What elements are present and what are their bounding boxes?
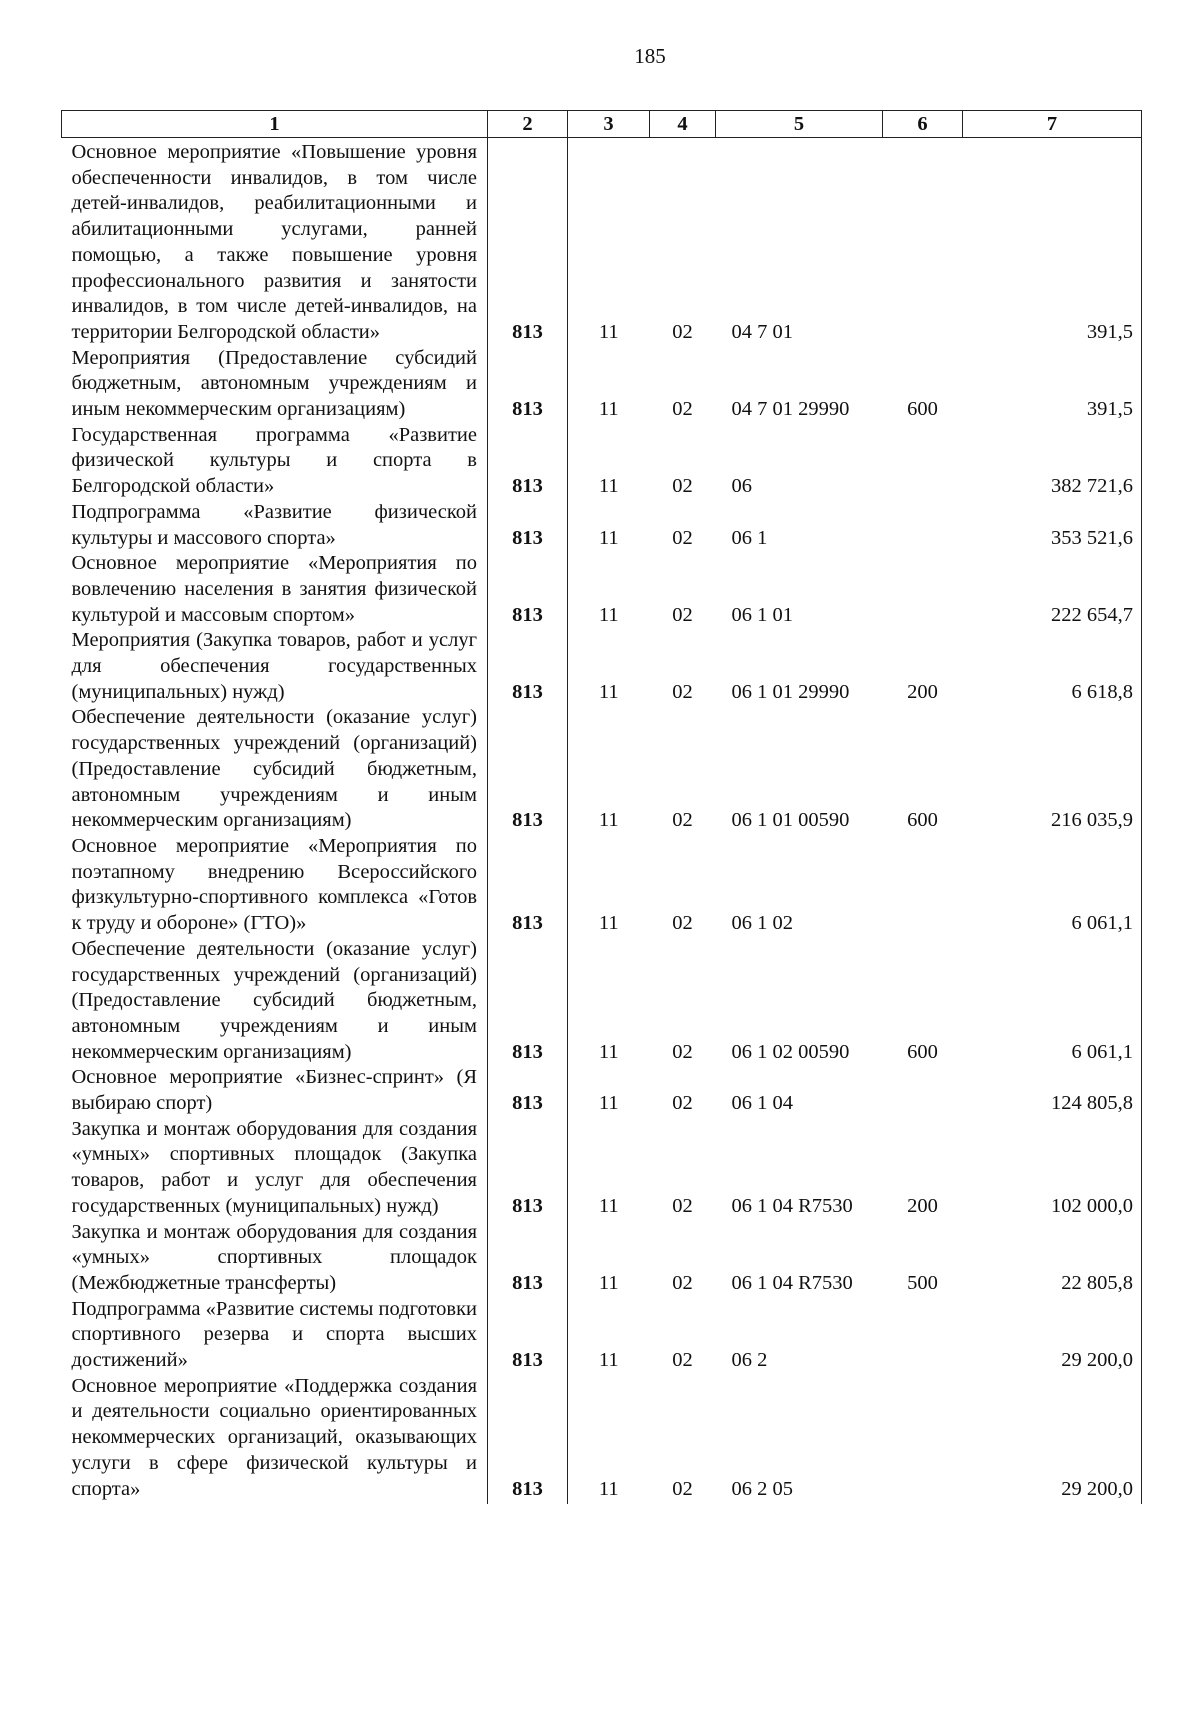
target-article-cell: 06 2 <box>731 1349 768 1372</box>
amount-cell: 391,5 <box>963 138 1142 346</box>
column-header: 5 <box>716 111 883 138</box>
amount-cell: 6 061,1 <box>963 834 1142 937</box>
row-name-cell: Основное мероприятие «Мероприятия по поэтапному внедрению Всероссийского физкультурно-спортивного комплекса «Готов к труду и обороне» (ГТО)» <box>62 834 488 937</box>
column-header: 3 <box>568 111 650 138</box>
amount-cell: 6 061,1 <box>963 937 1142 1066</box>
target-article-cell: 04 7 01 29990 <box>731 398 850 421</box>
target-article-cell: 06 1 01 00590 <box>731 809 850 832</box>
row-name-cell: Мероприятия (Предоставление субсидий бюджетным, автономным учреждениям и иным некоммерческим организациям) <box>62 346 488 423</box>
amount-cell: 216 035,9 <box>963 705 1142 834</box>
admin-code-cell: 813 <box>488 1117 568 1220</box>
amount-cell: 102 000,0 <box>963 1117 1142 1220</box>
target-article-cell: 06 1 <box>731 526 768 549</box>
row-name-cell: Основное мероприятие «Повышение уровня обеспеченности инвалидов, в том числе детей-инвалидов, реабилитационными и абилитационными услугами, ранней помощью, а также повышение уровня профессионального развития и занятости инвалидов, в том числе детей-инвалидов, на территории Белгородской области» <box>62 138 488 346</box>
table-row <box>62 705 1142 834</box>
expense-type-cell <box>883 138 963 346</box>
target-article-cell: 06 1 01 29990 <box>731 680 850 703</box>
admin-code-cell: 813 <box>488 423 568 500</box>
table-row <box>62 834 1142 937</box>
section-cell: 11 <box>598 1271 619 1294</box>
table-row <box>62 1297 1142 1374</box>
table-row <box>62 138 1142 346</box>
amount-cell: 29 200,0 <box>963 1374 1142 1505</box>
subsection-cell: 02 <box>672 526 693 549</box>
amount-cell: 222 654,7 <box>963 551 1142 628</box>
expense-type-cell <box>883 1065 963 1116</box>
section-cell: 11 <box>598 680 619 703</box>
target-article-cell: 06 1 04 <box>731 1092 793 1115</box>
row-name-cell: Подпрограмма «Развитие системы подготовки спортивного резерва и спорта высших достижений» <box>62 1297 488 1374</box>
expense-type-cell <box>883 500 963 551</box>
section-cell: 11 <box>598 1092 619 1115</box>
subsection-cell: 02 <box>672 1349 693 1372</box>
section-cell: 11 <box>598 809 619 832</box>
expense-type-cell <box>883 1374 963 1505</box>
expense-type-cell: 600 <box>907 1040 938 1063</box>
section-cell: 11 <box>598 1194 619 1217</box>
admin-code-cell: 813 <box>488 1297 568 1374</box>
expense-type-cell: 600 <box>907 809 938 832</box>
expense-type-cell <box>883 423 963 500</box>
table-row <box>62 500 1142 551</box>
target-article-cell: 04 7 01 <box>731 320 793 343</box>
amount-cell: 6 618,8 <box>963 628 1142 705</box>
subsection-cell: 02 <box>672 320 693 343</box>
admin-code-cell: 813 <box>488 705 568 834</box>
expense-type-cell: 600 <box>907 398 938 421</box>
section-cell: 11 <box>598 912 619 935</box>
table-row <box>62 1065 1142 1116</box>
section-cell: 11 <box>598 526 619 549</box>
row-name-cell: Основное мероприятие «Поддержка создания и деятельности социально ориентированных некоммерческих организаций, оказывающих услуги в сфере физической культуры и спорта» <box>62 1374 488 1505</box>
expense-type-cell <box>883 834 963 937</box>
column-header: 7 <box>963 111 1142 138</box>
row-name-cell: Государственная программа «Развитие физической культуры и спорта в Белгородской области» <box>62 423 488 500</box>
table-header-row <box>62 111 1142 138</box>
row-name-cell: Основное мероприятие «Мероприятия по вовлечению населения в занятия физической культурой и массовым спортом» <box>62 551 488 628</box>
row-name-cell: Обеспечение деятельности (оказание услуг) государственных учреждений (организаций) (Предоставление субсидий бюджетным, автономным учреждениям и иным некоммерческим организациям) <box>62 937 488 1066</box>
admin-code-cell: 813 <box>488 346 568 423</box>
admin-code-cell: 813 <box>488 628 568 705</box>
amount-cell: 29 200,0 <box>963 1297 1142 1374</box>
table-row <box>62 551 1142 628</box>
expense-type-cell <box>883 1297 963 1374</box>
section-cell: 11 <box>598 1349 619 1372</box>
amount-cell: 382 721,6 <box>963 423 1142 500</box>
admin-code-cell: 813 <box>488 1065 568 1116</box>
target-article-cell: 06 2 05 <box>731 1477 793 1500</box>
target-article-cell: 06 1 04 R7530 <box>731 1194 853 1217</box>
admin-code-cell: 813 <box>488 138 568 346</box>
row-name-cell: Мероприятия (Закупка товаров, работ и услуг для обеспечения государственных (муниципальных) нужд) <box>62 628 488 705</box>
target-article-cell: 06 1 02 <box>731 912 793 935</box>
column-header: 2 <box>488 111 568 138</box>
row-name-cell: Подпрограмма «Развитие физической культуры и массового спорта» <box>62 500 488 551</box>
subsection-cell: 02 <box>672 1092 693 1115</box>
subsection-cell: 02 <box>672 475 693 498</box>
section-cell: 11 <box>598 1477 619 1500</box>
section-cell: 11 <box>598 320 619 343</box>
expense-type-cell: 200 <box>907 680 938 703</box>
table-row <box>62 937 1142 1066</box>
subsection-cell: 02 <box>672 912 693 935</box>
expense-type-cell: 200 <box>907 1194 938 1217</box>
admin-code-cell: 813 <box>488 551 568 628</box>
table-row <box>62 346 1142 423</box>
amount-cell: 391,5 <box>963 346 1142 423</box>
admin-code-cell: 813 <box>488 834 568 937</box>
column-header: 6 <box>883 111 963 138</box>
section-cell: 11 <box>598 1040 619 1063</box>
target-article-cell: 06 1 02 00590 <box>731 1040 850 1063</box>
table-row <box>62 1117 1142 1220</box>
table-row <box>62 1374 1142 1505</box>
row-name-cell: Закупка и монтаж оборудования для создания «умных» спортивных площадок (Межбюджетные трансферты) <box>62 1220 488 1297</box>
target-article-cell: 06 1 04 R7530 <box>731 1271 853 1294</box>
subsection-cell: 02 <box>672 603 693 626</box>
admin-code-cell: 813 <box>488 937 568 1066</box>
table-row <box>62 1220 1142 1297</box>
expense-type-cell: 500 <box>907 1271 938 1294</box>
expense-type-cell <box>883 551 963 628</box>
amount-cell: 22 805,8 <box>963 1220 1142 1297</box>
budget-table <box>61 110 1142 1504</box>
admin-code-cell: 813 <box>488 500 568 551</box>
admin-code-cell: 813 <box>488 1220 568 1297</box>
subsection-cell: 02 <box>672 398 693 421</box>
row-name-cell: Закупка и монтаж оборудования для создания «умных» спортивных площадок (Закупка товаров, работ и услуг для обеспечения государственных (муниципальных) нужд) <box>62 1117 488 1220</box>
row-name-cell: Основное мероприятие «Бизнес-спринт» (Я выбираю спорт) <box>62 1065 488 1116</box>
subsection-cell: 02 <box>672 809 693 832</box>
subsection-cell: 02 <box>672 680 693 703</box>
page-number: 185 <box>634 44 666 68</box>
amount-cell: 124 805,8 <box>963 1065 1142 1116</box>
section-cell: 11 <box>598 398 619 421</box>
subsection-cell: 02 <box>672 1040 693 1063</box>
admin-code-cell: 813 <box>488 1374 568 1505</box>
table-row <box>62 423 1142 500</box>
target-article-cell: 06 1 01 <box>731 603 793 626</box>
subsection-cell: 02 <box>672 1194 693 1217</box>
section-cell: 11 <box>598 475 619 498</box>
row-name-cell: Обеспечение деятельности (оказание услуг) государственных учреждений (организаций) (Предоставление субсидий бюджетным, автономным учреждениям и иным некоммерческим организациям) <box>62 705 488 834</box>
column-header: 1 <box>62 111 488 138</box>
subsection-cell: 02 <box>672 1477 693 1500</box>
amount-cell: 353 521,6 <box>963 500 1142 551</box>
subsection-cell: 02 <box>672 1271 693 1294</box>
target-article-cell: 06 <box>731 475 752 498</box>
table-row <box>62 628 1142 705</box>
section-cell: 11 <box>598 603 619 626</box>
column-header: 4 <box>650 111 716 138</box>
